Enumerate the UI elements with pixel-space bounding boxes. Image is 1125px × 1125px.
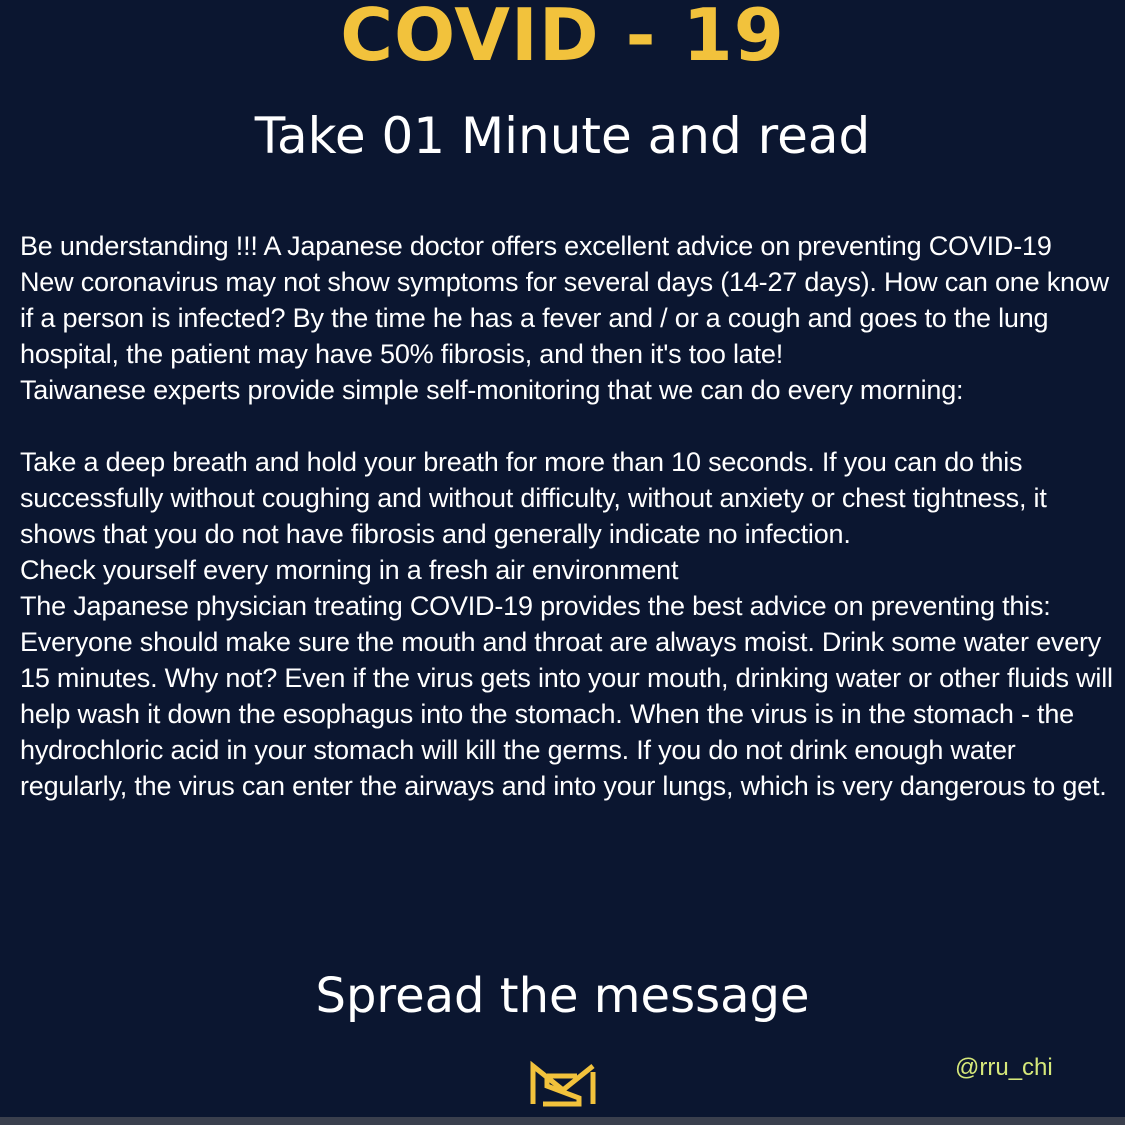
breath-test-paragraph: Take a deep breath and hold your breath for more than 10 seconds. If you can do this successfully without coughing and without difficulty, without anxiety or chest tightness, it shows that you do not have fibrosis and generally indicate no infection. [20, 447, 1047, 549]
bottom-divider [0, 1117, 1125, 1125]
physician-advice-paragraph: The Japanese physician treating COVID-19 provides the best advice on preventing this: [20, 591, 1051, 621]
intro-paragraph: Be understanding !!! A Japanese doctor offers excellent advice on preventing COVID-19 [20, 231, 1052, 261]
poster-title: COVID - 19 [340, 0, 785, 77]
ms-monogram-logo-icon [527, 1060, 599, 1108]
advice-text [20, 228, 1120, 804]
water-advice-paragraph: Everyone should make sure the mouth and throat are always moist. Drink some water every 15 minutes. Why not? Even if the virus gets into your mouth, drinking water or other fluids will help wash it down the esophagus into the stomach. When the virus is in the stomach - the hydrochloric acid in your stomach will kill the germs. If you do not drink enough water regularly, the virus can enter the airways and into your lungs, which is very dangerous to get. [20, 627, 1113, 801]
self-monitoring-paragraph: Taiwanese experts provide simple self-monitoring that we can do every morning: [20, 375, 964, 405]
spread-message: Spread the message [315, 968, 810, 1024]
symptoms-paragraph: New coronavirus may not show symptoms for several days (14-27 days). How can one know if a person is infected? By the time he has a fever and / or a cough and goes to the lung hospital, the patient may have 50% fibrosis, and then it's too late! [20, 267, 1109, 369]
check-yourself-paragraph: Check yourself every morning in a fresh air environment [20, 555, 679, 585]
author-handle: @rru_chi [955, 1054, 1053, 1081]
poster-subtitle: Take 01 Minute and read [254, 107, 871, 165]
paragraph-gap [20, 408, 1120, 444]
